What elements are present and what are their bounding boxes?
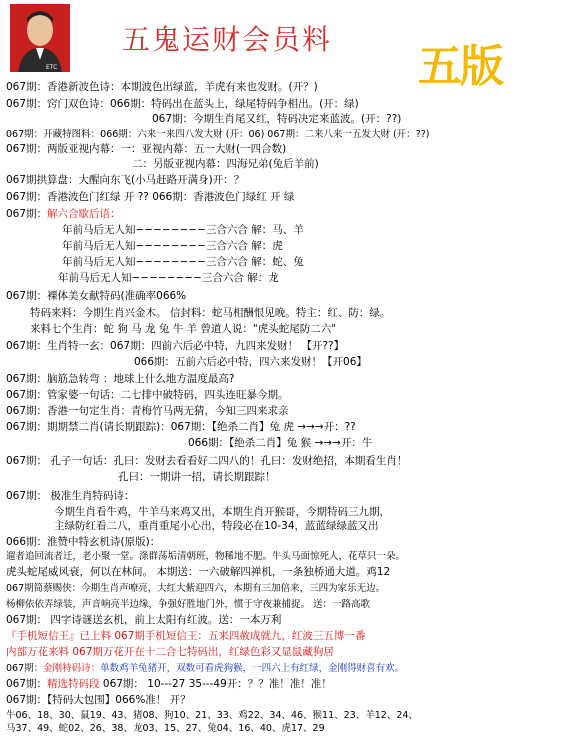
line-24: 067期： 孔子一句话：孔曰：发财去看看好二四八的！孔曰：发财绝招，本期看生肖！ [6, 455, 408, 467]
line-03: 067期：今期生肖尾又红，特码决定来蓝波。(开：??) [152, 113, 402, 125]
avatar [10, 4, 70, 72]
line-31: 虎头蛇尾威风衰，何以在林间。 本期送：一六破解四禅机，一条独桥通大道。鸡12 [6, 566, 391, 578]
line-08: 067期：香港波色门红绿 开 ?? 066期：香港波色门绿红 开 绿 [6, 191, 295, 203]
line-17: 067期：生肖特一玄：067期：四前六后必中特，九四来发财！ 【开??】 [6, 340, 345, 352]
line-19: 067期：脑筋急转弯 ：地球上什么地方温度最高? [6, 373, 235, 385]
line-35: 『手机短信王』已上料 067期手机短信王：五来四赦成就九，红波三五博一番 [6, 630, 366, 642]
line-01: 067期：香港新波色诗：本期波色出绿蓝，羊虎有来也发财。(开？) [6, 81, 318, 93]
line-10: 年前马后无人知−−−−−−−−三合六合 解：马、羊 [62, 224, 304, 236]
line-33: 杨柳依依弄绿装，声音响亮半边缘，争强好胜地门外，惯于守夜兼捕捉。 送：一路高歌 [6, 599, 371, 610]
line-34: 067期： 四字诗谜送玄机，前上太阳有红波。送：一本万利 [6, 614, 282, 626]
line-22: 067期：期期禁二肖(请长期跟踪)：067期：【绝杀二肖】兔 虎 →→→开：?? [6, 421, 356, 433]
line-15: 特码来料：今期生肖兴金木。 信封料：蛇马相酬恨见晚。特主：红、防：绿。 [30, 307, 391, 319]
line-32: 067期简蔡赐侠：今期生肖声嘹亮，大红大紫迎四六，本期有三加倍来，三四为家乐无边。 [6, 583, 386, 594]
line-37: 067期：金刚特码诗：单数鸡羊兔猪开，双数可看虎狗猴，一四六上有红绿，金刚得财喜有欢。 [6, 663, 405, 674]
line-14: 067期：裸体美女献特码(准确率066% [6, 290, 187, 302]
line-09: 067期：解六合歇后语： [6, 208, 121, 220]
line-23: 066期：【绝杀二肖】兔 猴 →→→开：牛 [188, 437, 373, 449]
line-07: 067期拱算盘：大醒向东飞(小马赶路开满身)开：？ [6, 174, 245, 186]
brand-logo: 五版 [418, 41, 502, 92]
line-25: 孔曰：一期讲一招，请长期跟踪！ [118, 471, 276, 483]
line-18: 066期：五前六后必中特，四六来发财！【开06】 [134, 356, 367, 368]
line-13: 年前马后无人知−−−−−−−−三合六合 解：龙 [58, 272, 279, 284]
line-39: 067期：【特码大包围】066%准！ 开？ [6, 694, 191, 706]
line-05: 067期：两版亚视内幕：一：亚视内幕：五一大财(一四合数) [6, 143, 287, 155]
line-16: 来料七个生肖：蛇 狗 马 龙 兔 牛 羊 曾道人说："虎头蛇尾防二六" [30, 323, 337, 335]
line-20: 067期：管家婆一句话：二七排中破特码，四头连旺暴今期。 [6, 389, 289, 401]
line-12: 年前马后无人知−−−−−−−−三合六合 解：蛇、兔 [62, 256, 304, 268]
line-28: 主绿防红看二八，重肖重尾小心出，特段必在10-34，蓝蓝绿绿蓝又出 [54, 520, 379, 532]
line-27: 今期生肖看牛鸡，牛羊马来鸡又出，本期生肖开猴哥，今期特码三九期， [54, 506, 390, 518]
avatar-caption: ETC [46, 64, 58, 71]
line-04: 067期：开藏特图料：066期：六来一来四八发大财 (开：06) 067期：二来八来一五发大财 (开：??) [6, 129, 430, 140]
line-11: 年前马后无人知−−−−−−−−三合六合 解：虎 [62, 240, 283, 252]
line-41: 马37、49、蛇02、26、38、龙03、15、27、兔04、16、40、虎17、29 [6, 723, 325, 734]
line-36: 内部万花来料 067期万花开在十二合七特码出，红绿色彩又显鼠藏狗居 [6, 646, 334, 658]
line-26: 067期： 极准生肖特码诗： [6, 490, 135, 502]
page-title: 五鬼运财会员料 [122, 23, 333, 56]
line-40: 牛06、18、30、鼠19、43、猪08、狗10、21、33、鸡22、34、46、猴11、23、羊12、24、 [6, 710, 418, 721]
line-21: 067期：香港一句定生肖：青梅竹马两无猜，今知三四来求亲 [6, 405, 289, 417]
line-06: 二：另版亚视内幕：四海兄弟(兔后羊前) [132, 158, 319, 170]
line-38: 067期：精选特码段 067期： 10---27 35---49开：？？准！准！准！ [6, 678, 332, 690]
line-02: 067期：窍门双色诗：066期：特码出在蓝头上，绿尾特码争相出。(开：绿) [6, 98, 359, 110]
line-30: 遛者追回流者迁，老小聚一堂。涤群荡垢清朝班，物稀地不肥。牛头马面惊死人，花草只一朵。 [6, 551, 406, 562]
line-29: 066期：淮赞中特玄机诗(原版)： [6, 536, 161, 548]
